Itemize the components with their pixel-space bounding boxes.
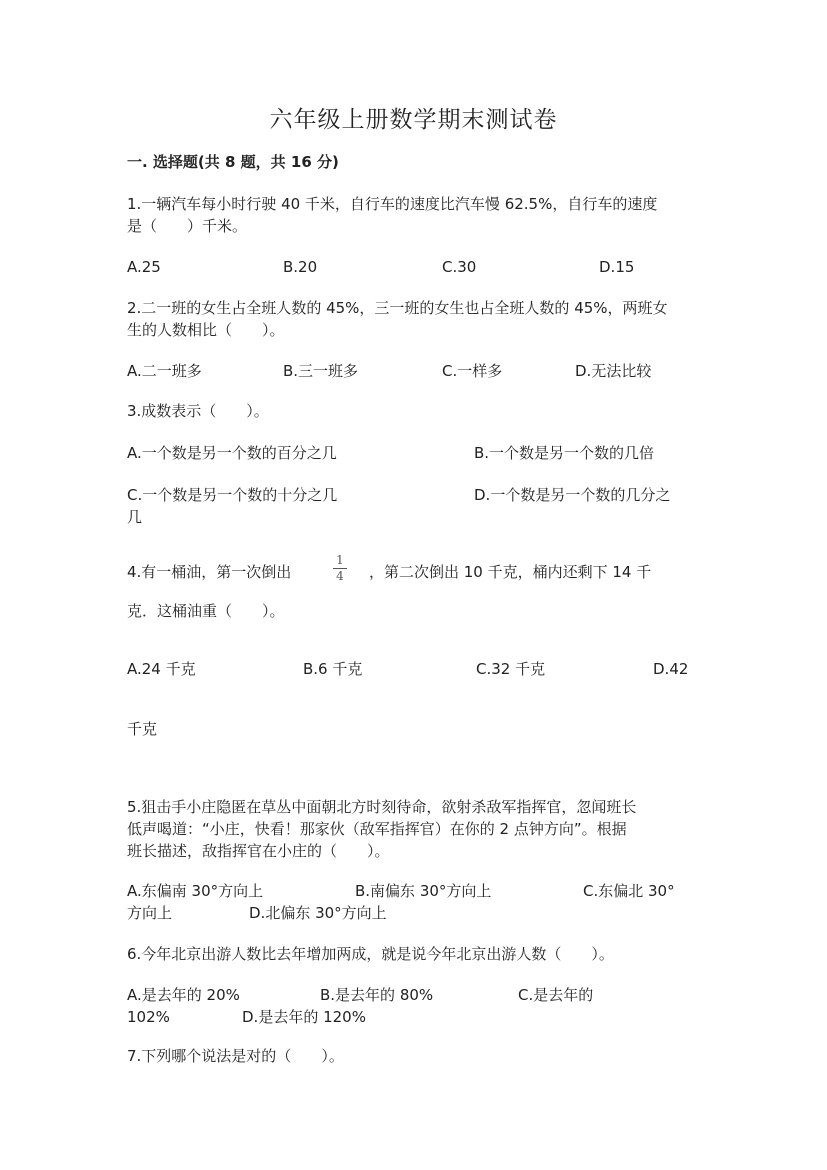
question-4-option-c: C.32 千克 — [476, 660, 546, 678]
question-5-option-a: A.东偏南 30°方向上 — [127, 882, 264, 900]
question-6-option-d: D.是去年的 120% — [242, 1008, 366, 1026]
question-5-line-3: 班长描述，敌指挥官在小庄的（ ）。 — [127, 842, 390, 860]
fraction-denominator: 4 — [336, 569, 344, 583]
question-6-option-b: B.是去年的 80% — [320, 986, 434, 1004]
question-2-option-b: B.三一班多 — [283, 362, 359, 380]
question-3-option-d-wrap: 几 — [127, 508, 143, 526]
question-3-option-d: D.一个数是另一个数的几分之 — [474, 486, 671, 504]
question-1-option-b: B.20 — [283, 258, 318, 276]
section-heading: 一. 选择题(共 8 题，共 16 分) — [127, 153, 339, 171]
question-2-line-1: 2.二一班的女生占全班人数的 45%，三一班的女生也占全班人数的 45%，两班女 — [127, 299, 668, 317]
question-6-line-1: 6.今年北京出游人数比去年增加两成，就是说今年北京出游人数（ ）。 — [127, 945, 614, 963]
question-4-option-d-wrap: 千克 — [127, 720, 158, 738]
question-2-option-a: A.二一班多 — [127, 362, 202, 380]
question-1-line-1: 1.一辆汽车每小时行驶 40 千米，自行车的速度比汽车慢 62.5%，自行车的速度 — [127, 195, 658, 213]
question-3-option-c: C.一个数是另一个数的十分之几 — [127, 486, 338, 504]
question-1-option-c: C.30 — [442, 258, 477, 276]
question-4-option-d: D.42 — [653, 660, 689, 678]
fraction-one-quarter — [331, 554, 349, 583]
question-6-option-c-wrap: 102% — [127, 1008, 170, 1026]
question-1-option-d: D.15 — [599, 258, 635, 276]
question-1-option-a: A.25 — [127, 258, 161, 276]
question-5-option-c-wrap: 方向上 — [127, 904, 173, 922]
question-4-option-a: A.24 千克 — [127, 660, 196, 678]
question-5-line-1: 5.狙击手小庄隐匿在草丛中面朝北方时刻待命，欲射杀敌军指挥官，忽闻班长 — [127, 798, 637, 816]
question-7-line-1: 7.下列哪个说法是对的（ ）。 — [127, 1047, 344, 1065]
question-6-option-a: A.是去年的 20% — [127, 986, 240, 1004]
question-2-option-c: C.一样多 — [442, 362, 503, 380]
page-title: 六年级上册数学期末测试卷 — [269, 107, 558, 133]
question-4-option-b: B.6 千克 — [303, 660, 363, 678]
question-4-line-2: 克．这桶油重（ ）。 — [127, 602, 285, 620]
fraction-numerator: 1 — [336, 553, 344, 567]
question-5-option-d: D.北偏东 30°方向上 — [249, 904, 387, 922]
question-4-line-1-b: ，第二次倒出 10 千克，桶内还剩下 14 千 — [369, 563, 652, 581]
question-3-option-a: A.一个数是另一个数的百分之几 — [127, 444, 337, 462]
question-4-line-1-a: 4.有一桶油，第一次倒出 — [127, 563, 292, 581]
question-5-line-2: 低声喝道：“小庄，快看！那家伙（敌军指挥官）在你的 2 点钟方向”。根据 — [127, 820, 627, 838]
question-2-option-d: D.无法比较 — [575, 362, 652, 380]
question-2-line-2: 生的人数相比（ ）。 — [127, 321, 285, 339]
question-5-option-c: C.东偏北 30° — [583, 882, 675, 900]
question-3-option-b: B.一个数是另一个数的几倍 — [474, 444, 655, 462]
question-3-line-1: 3.成数表示（ ）。 — [127, 402, 269, 420]
question-5-option-b: B.南偏东 30°方向上 — [355, 882, 492, 900]
question-1-line-2: 是（ ）千米。 — [127, 217, 248, 235]
question-6-option-c: C.是去年的 — [518, 986, 594, 1004]
